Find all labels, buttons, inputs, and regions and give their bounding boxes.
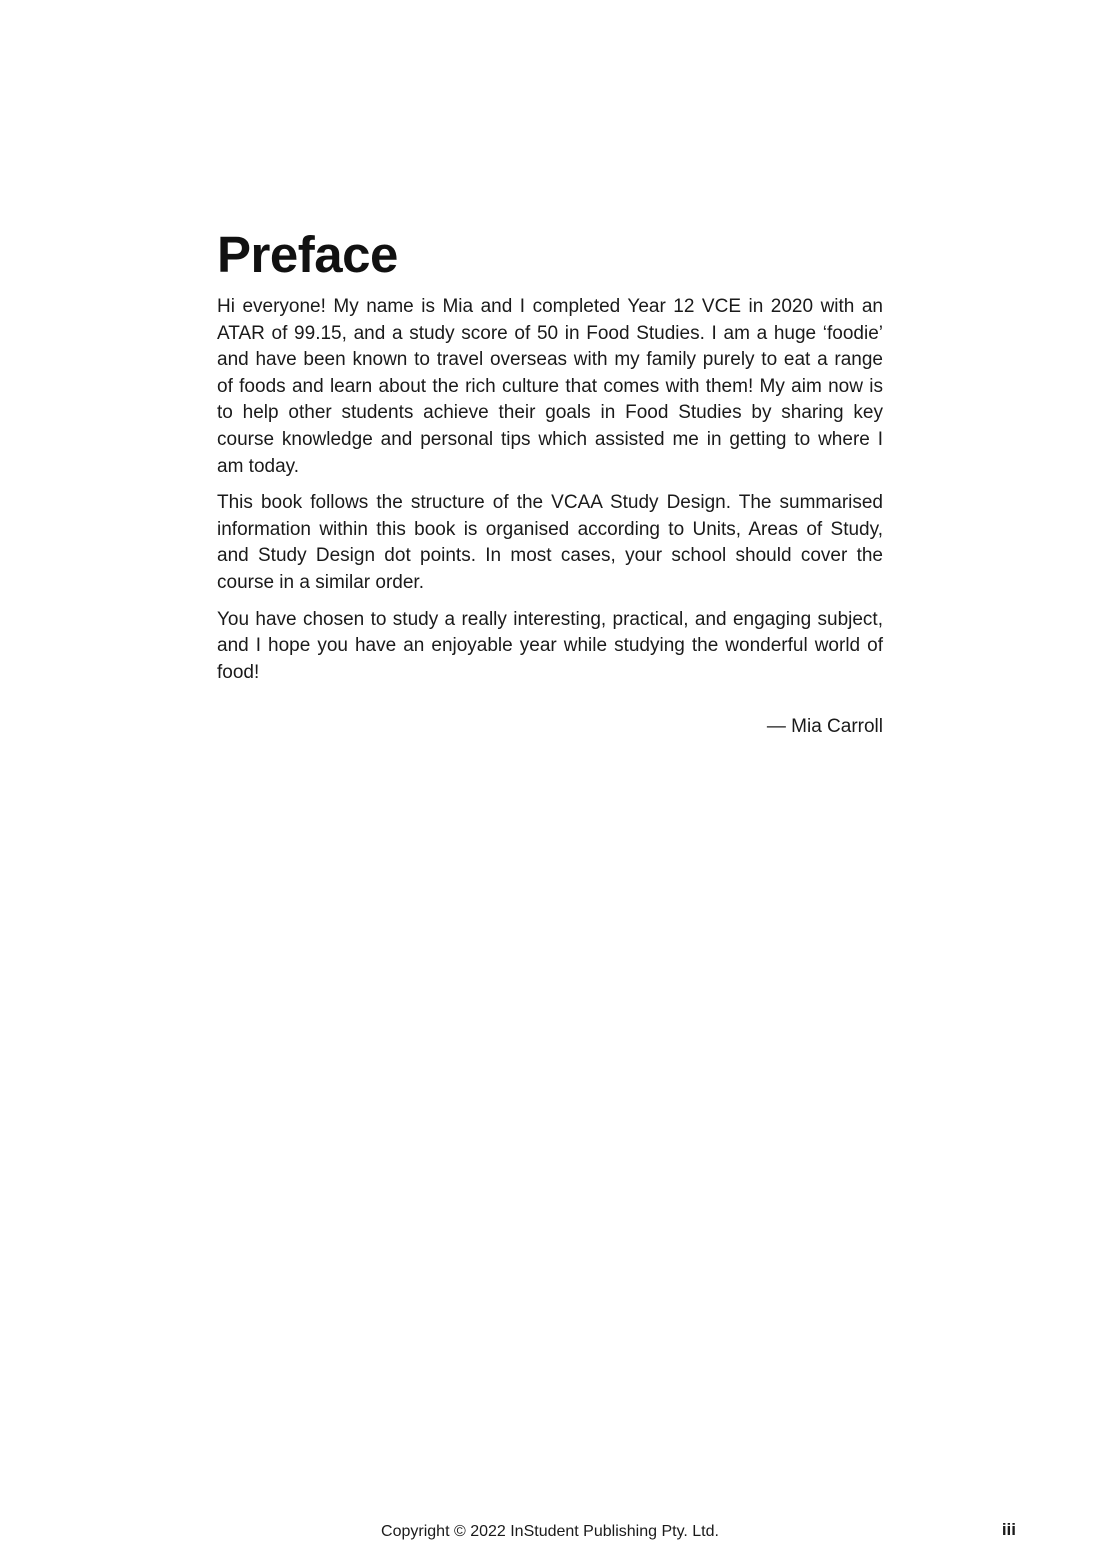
preface-paragraph-structure: This book follows the structure of the VCAA Study Design. The summarised information within this book is organised according to Units, Areas of Study, and Study Design dot points. In most cases, your school should cover the course in a similar order.	[217, 492, 883, 593]
author-signature: — Mia Carroll	[766, 716, 883, 738]
preface-paragraph-closing: You have chosen to study a really interesting, practical, and engaging subject, and I hope you have an enjoyable year while studying the wonderful world of food!	[217, 608, 883, 683]
page-title: Preface	[217, 226, 398, 283]
page-number: iii	[1001, 1520, 1016, 1539]
preface-section	[217, 222, 883, 741]
preface-paragraph-intro: Hi everyone! My name is Mia and I completed Year 12 VCE in 2020 with an ATAR of 99.15, and a study score of 50 in Food Studies. I am a huge ‘foodie’ and have been known to travel overseas with my family purely to eat a range of foods and learn about the rich culture that comes with them! My aim now is to help other students achieve their goals in Food Studies by sharing key course knowledge and personal tips which assisted me in getting to where I am today.	[217, 296, 883, 477]
footer-copyright: Copyright © 2022 InStudent Publishing Pty. Ltd.	[381, 1523, 719, 1540]
